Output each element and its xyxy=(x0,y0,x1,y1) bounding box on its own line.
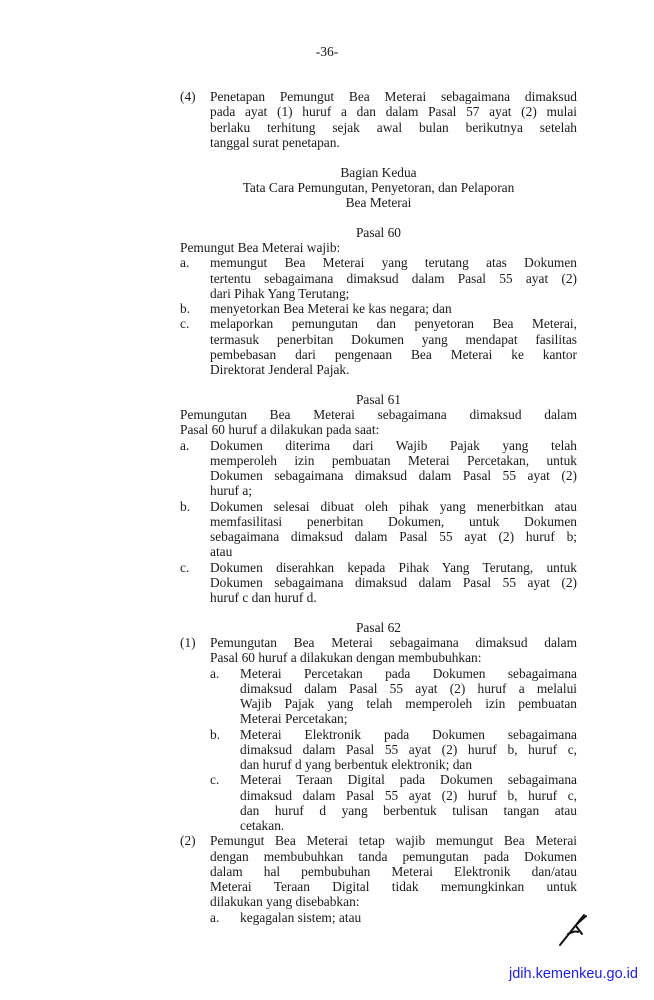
list-item xyxy=(180,560,577,606)
text-line: Pemungut Bea Meterai tetap wajib memungut Bea Meterai xyxy=(210,833,577,849)
text-line: Pemungut Bea Meterai wajib: xyxy=(180,240,341,255)
text-line: Dokumen sebagaimana dimaksud dalam Pasal 55 ayat (2) xyxy=(210,468,577,483)
section-heading xyxy=(180,225,577,240)
list-marker: b. xyxy=(180,498,191,514)
text-line: dimaksud dalam Pasal 55 ayat (2) huruf b, huruf c, xyxy=(240,741,577,757)
text-line: menyetorkan Bea Meterai ke kas negara; dan xyxy=(210,301,452,316)
text-line: kegagalan sistem; atau xyxy=(240,909,362,925)
page-number: -36- xyxy=(315,44,339,59)
text-line: Meterai Percetakan pada Dokumen sebagaimana xyxy=(240,665,577,681)
text-line: Pasal 60 huruf a dilakukan pada saat: xyxy=(180,422,380,438)
watermark-link[interactable]: jdih.kemenkeu.go.id xyxy=(509,966,638,982)
text-line: dalam hal pembubuhan Meterai Elektronik dan/atau xyxy=(210,863,577,879)
list-marker: a. xyxy=(210,909,220,925)
text-line: Direktorat Jenderal Pajak. xyxy=(210,362,350,377)
text-line: Pasal 60 xyxy=(355,224,401,240)
text-line: Pemungutan Bea Meterai sebagaimana dimaksud dalam xyxy=(210,635,577,650)
section-heading xyxy=(180,620,577,635)
text-line: cetakan. xyxy=(240,818,285,833)
list-item xyxy=(180,772,577,833)
text-line: dilakukan yang disebabkan: xyxy=(210,894,360,910)
text-line: berlaku terhitung sejak awal bulan berikutnya setelah xyxy=(210,119,577,135)
list-item xyxy=(180,301,577,316)
list-item xyxy=(180,316,577,377)
list-item xyxy=(180,499,577,560)
text-line: Meterai Percetakan; xyxy=(240,711,348,727)
section-heading xyxy=(180,165,577,211)
text-line: melaporkan pemungutan dan penyetoran Bea Meterai, xyxy=(210,316,577,332)
text-line: Dokumen diserahkan kepada Pihak Yang Terutang, untuk xyxy=(210,559,577,575)
text-line: Tata Cara Pemungutan, Penyetoran, dan Pelaporan xyxy=(242,179,515,195)
text-line: memungut Bea Meterai yang terutang atas Dokumen xyxy=(210,255,577,271)
text-line: Dokumen selesai dibuat oleh pihak yang menerbitkan atau xyxy=(210,498,577,514)
list-item xyxy=(180,255,577,301)
list-marker: b. xyxy=(180,301,191,316)
text-line: termasuk penerbitan Dokumen yang mendapat fasilitas xyxy=(210,331,577,347)
list-item xyxy=(180,438,577,499)
text-line: Pasal 62 xyxy=(355,619,401,635)
signature-paraph-icon xyxy=(558,912,592,948)
text-line: dengan membubuhkan tanda pemungutan pada Dokumen xyxy=(210,848,577,864)
text-line: dimaksud dalam Pasal 55 ayat (2) huruf a melalui xyxy=(240,680,577,696)
list-item xyxy=(180,89,577,150)
list-item xyxy=(180,666,577,727)
list-item xyxy=(180,635,577,666)
section-heading xyxy=(180,392,577,407)
text-line: dari Pihak Yang Terutang; xyxy=(210,285,350,301)
text-line: huruf a; xyxy=(210,483,253,499)
list-item xyxy=(180,727,577,773)
text-line: tertentu sebagaimana dimaksud dalam Pasal 55 ayat (2) xyxy=(210,270,577,286)
text-line: Wajib Pajak yang telah memperoleh izin pembuatan xyxy=(240,696,577,711)
list-marker: c. xyxy=(210,772,220,788)
text-line: memfasilitasi penerbitan Dokumen, untuk Dokumen xyxy=(210,513,577,529)
text-line: atau xyxy=(210,544,233,560)
text-line: Bea Meterai xyxy=(345,195,412,210)
list-marker: c. xyxy=(180,559,190,575)
text-line: dimaksud dalam Pasal 55 ayat (2) huruf b, huruf c, xyxy=(240,787,577,803)
text-line: Meterai Teraan Digital pada Dokumen sebagaimana xyxy=(240,772,577,788)
paragraph xyxy=(180,407,577,438)
text-line: Penetapan Pemungut Bea Meterai sebagaimana dimaksud xyxy=(210,89,577,104)
text-line: dan huruf d yang berbentuk elektronik; dan xyxy=(240,757,473,772)
list-marker: (1) xyxy=(180,635,196,650)
list-marker: (4) xyxy=(180,89,196,104)
document-body xyxy=(180,89,577,925)
text-line: pada ayat (1) huruf a dan dalam Pasal 57 ayat (2) mulai xyxy=(210,104,577,120)
list-marker: b. xyxy=(210,726,221,742)
list-marker: a. xyxy=(180,255,190,271)
text-line: tanggal surat penetapan. xyxy=(210,134,340,150)
text-line: dan huruf d yang berbentuk tulisan tangan atau xyxy=(240,802,577,818)
text-line: memperoleh izin pembuatan Meterai Percetakan, untuk xyxy=(210,452,577,468)
text-line: Pemungutan Bea Meterai sebagaimana dimaksud dalam xyxy=(180,407,577,422)
text-line: pembebasan dari pengenaan Bea Meterai ke kantor xyxy=(210,346,577,362)
text-line: Pasal 61 xyxy=(355,391,401,407)
text-line: Dokumen sebagaimana dimaksud dalam Pasal 55 ayat (2) xyxy=(210,574,577,590)
list-marker: (2) xyxy=(180,833,196,849)
list-marker: a. xyxy=(180,437,190,453)
list-item xyxy=(180,833,577,909)
list-marker: a. xyxy=(210,665,220,681)
text-line: huruf c dan huruf d. xyxy=(210,590,317,605)
text-line: Pasal 60 huruf a dilakukan dengan membubuhkan: xyxy=(210,650,482,666)
text-line: sebagaimana dimaksud dalam Pasal 55 ayat (2) huruf b; xyxy=(210,529,577,544)
text-line: Meterai Elektronik pada Dokumen sebagaimana xyxy=(240,726,577,742)
paragraph xyxy=(180,240,577,255)
text-line: Bagian Kedua xyxy=(340,164,417,180)
list-item xyxy=(180,910,577,925)
text-line: Dokumen diterima dari Wajib Pajak yang telah xyxy=(210,437,577,453)
list-marker: c. xyxy=(180,316,190,332)
text-line: Meterai Teraan Digital tidak memungkinkan untuk xyxy=(210,879,577,894)
